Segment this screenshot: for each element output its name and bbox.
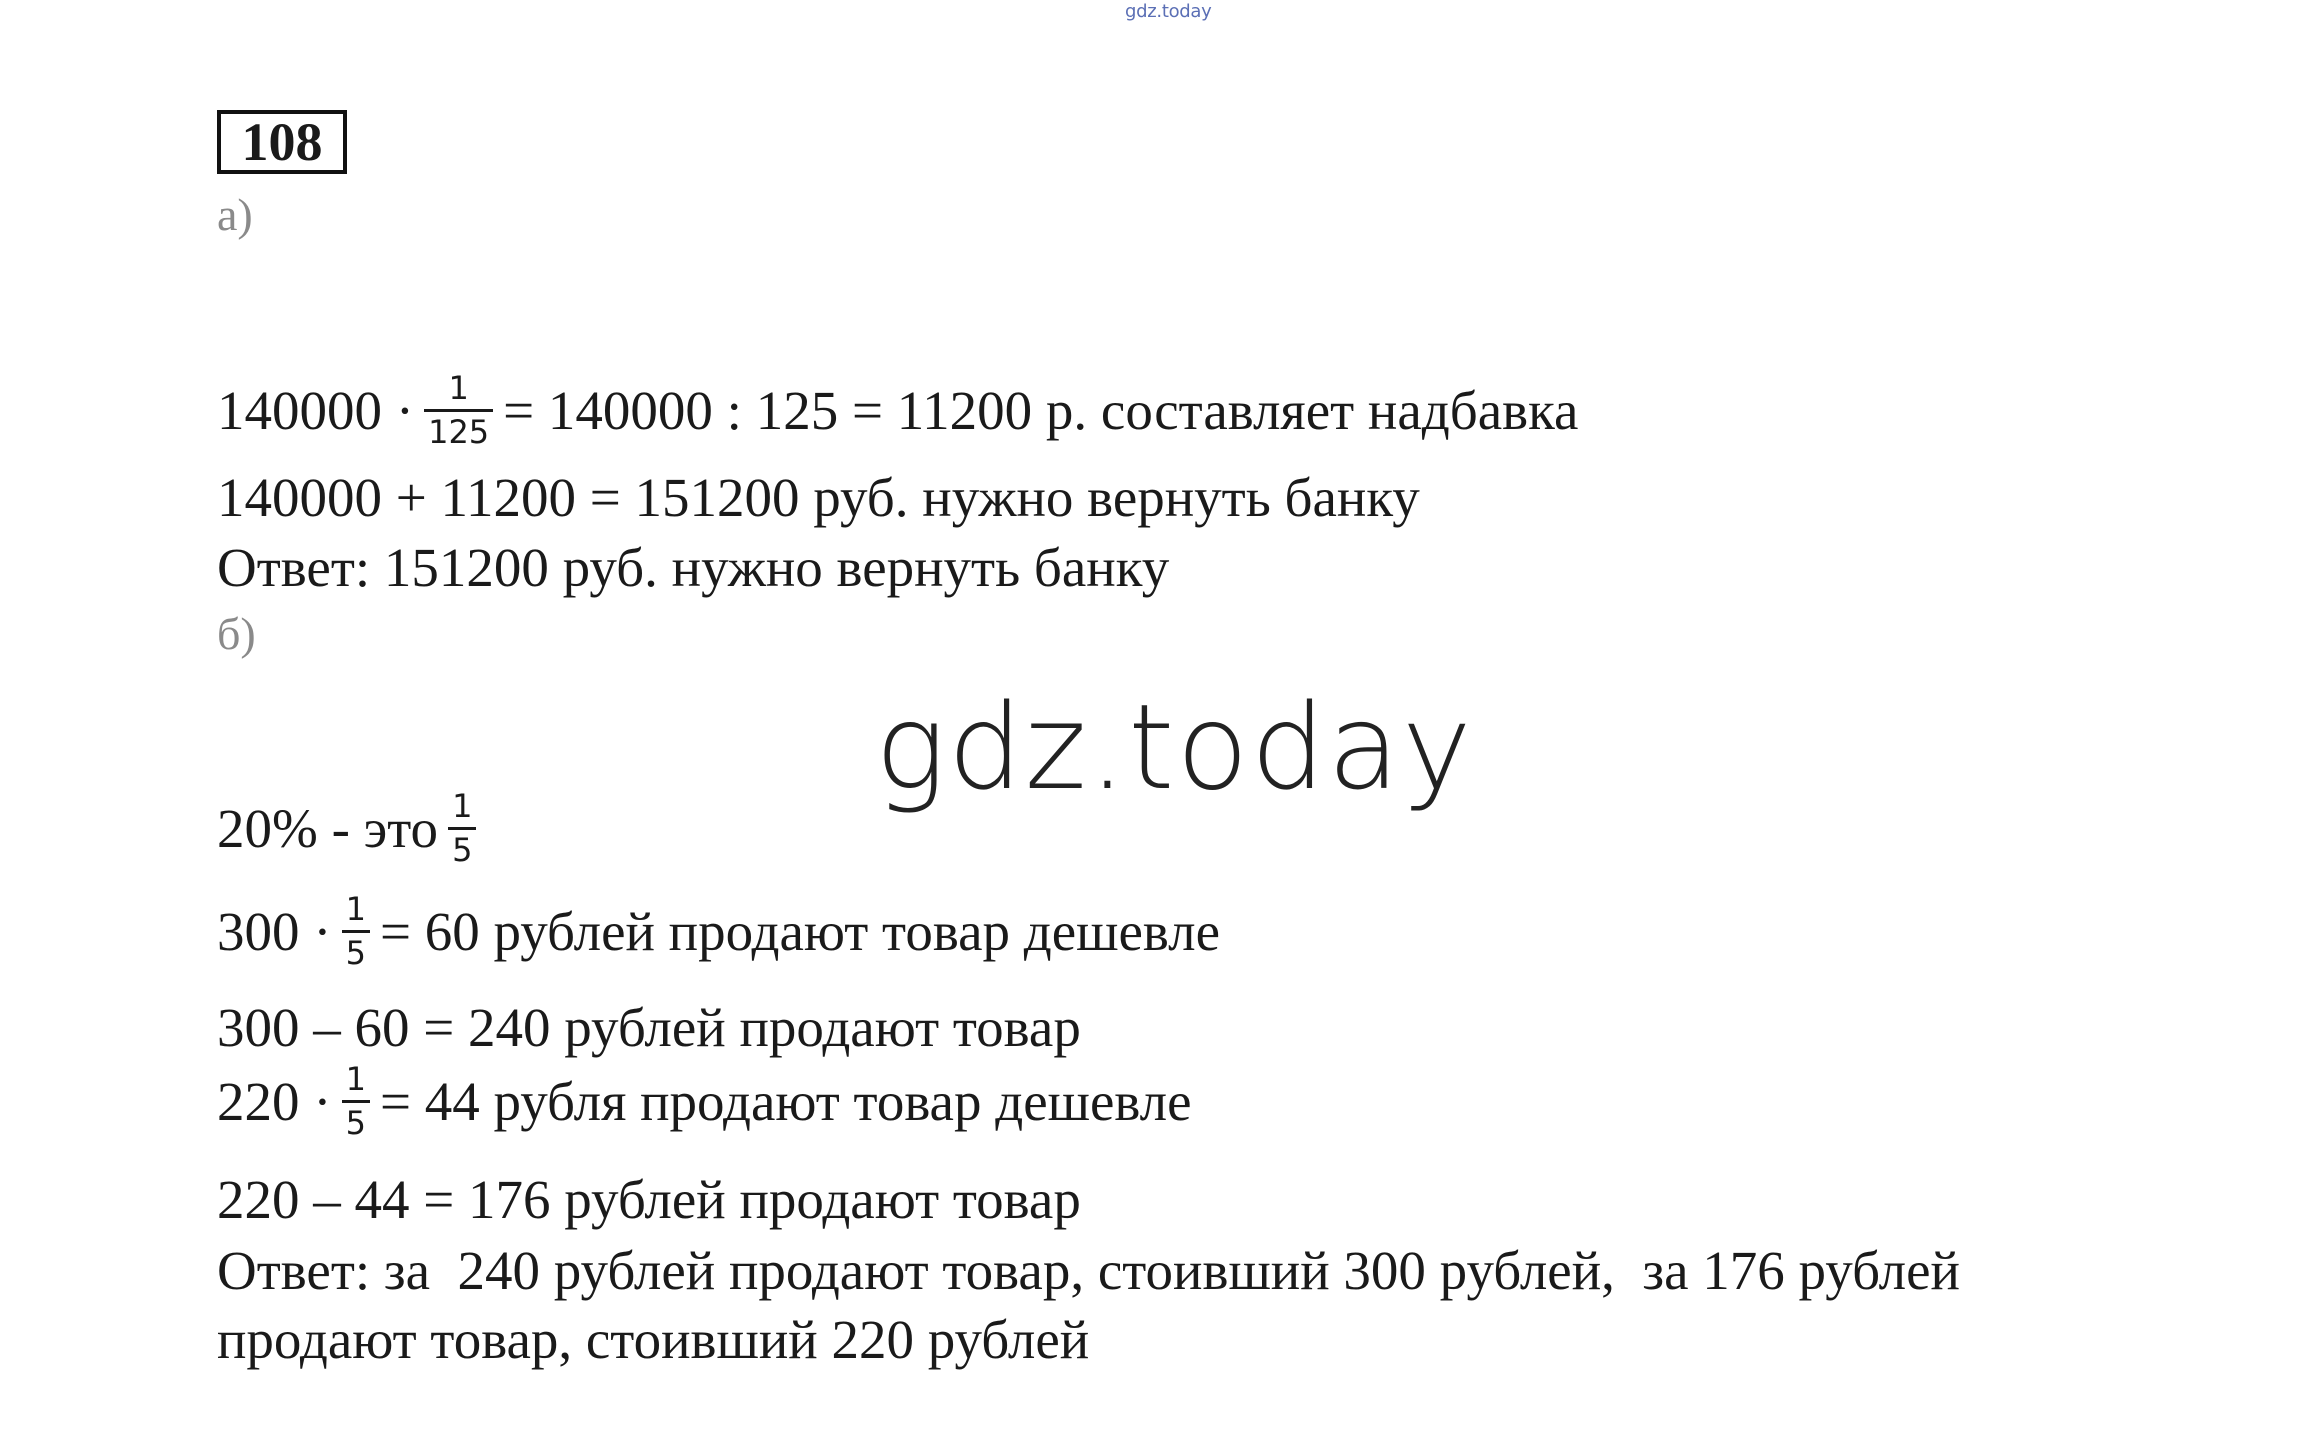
fraction-bar [342,1100,370,1103]
part-a-line-1-post: = 140000 : 125 = 11200 р. составляет надбавка [503,380,1579,442]
part-b-line-1 [217,787,486,869]
part-b-line-4 [217,1060,1192,1142]
fraction-numerator: 1 [448,369,469,407]
fraction-denominator: 5 [345,933,366,972]
part-b-line-1-pre: 20% - это [217,798,439,860]
part-b-line-4-post: = 44 рубля продают товар дешевле [379,1071,1192,1133]
problem-number-box [217,110,347,174]
fraction-numerator: 1 [345,1060,366,1098]
part-b-line-2 [217,890,1221,972]
fraction [424,369,493,451]
part-b-line-3: 300 – 60 = 240 рублей продают товар [217,997,1081,1058]
fraction [448,787,476,869]
part-a-line-1 [217,369,1579,451]
part-b-label: б) [217,608,256,659]
fraction-bar [448,827,476,830]
fraction-denominator: 5 [345,1103,366,1142]
part-a-line-1-pre: 140000 · [217,380,415,442]
part-b-line-2-pre: 300 · [217,901,332,963]
fraction [342,1060,370,1142]
fraction-numerator: 1 [452,787,473,825]
fraction-denominator: 5 [452,830,473,869]
fraction-bar [342,930,370,933]
fraction-bar [424,409,493,412]
part-b-answer-line-2: продают товар, стоивший 220 рублей [217,1309,1090,1370]
part-b-line-4-pre: 220 · [217,1071,332,1133]
top-watermark: gdz.today [1125,1,1212,22]
part-b-answer-line-1: Ответ: за 240 рублей продают товар, стоивший 300 рублей, за 176 рублей [217,1240,1960,1301]
fraction-denominator: 125 [428,412,490,451]
part-a-line-2: 140000 + 11200 = 151200 руб. нужно вернуть банку [217,467,1420,528]
part-b-line-5: 220 – 44 = 176 рублей продают товар [217,1169,1081,1230]
problem-number: 108 [241,112,323,172]
fraction [342,890,370,972]
part-a-answer: Ответ: 151200 руб. нужно вернуть банку [217,537,1170,598]
part-b-line-2-post: = 60 рублей продают товар дешевле [379,901,1221,963]
part-a-label: а) [217,189,253,240]
fraction-numerator: 1 [345,890,366,928]
center-watermark: gdz.today [875,678,1474,816]
